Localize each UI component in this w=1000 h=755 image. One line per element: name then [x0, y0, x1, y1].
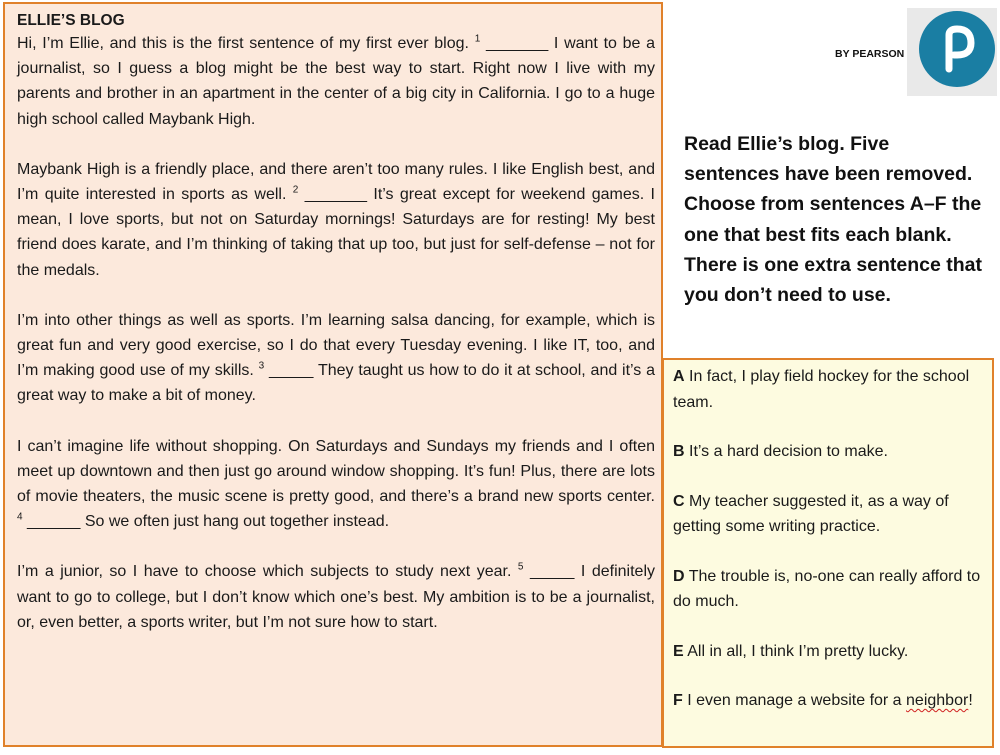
blog-title: ELLIE’S BLOG [17, 12, 125, 29]
pearson-logo [830, 8, 998, 96]
spellcheck-word: neighbor [906, 692, 969, 709]
paragraph-text: Hi, I’m Ellie, and this is the first sentence of my first ever blog. [17, 35, 475, 52]
blog-paragraph-3 [17, 308, 655, 409]
paragraph-text: _____ I definitely want to go to college, but I don’t know which one’s best. My ambition is to be a journalist, or, even better, a sports writer, but I’m not sure how to start. [17, 563, 656, 631]
paragraph-text: I’m a junior, so I have to choose which subjects to study next year. [17, 563, 518, 581]
option-letter: B [673, 443, 685, 460]
blog-paragraph-5 [17, 559, 655, 635]
pearson-p-icon [919, 11, 995, 87]
option-letter: E [673, 642, 684, 660]
option-letter: D [673, 567, 685, 585]
option-b [673, 439, 984, 465]
blog-paragraph-2 [17, 157, 655, 283]
blog-paragraph-1 [17, 31, 655, 132]
option-text: My teacher suggested it, as a way of getting some writing practice. [673, 492, 949, 535]
paragraph-text: I can’t imagine life without shopping. On Saturdays and Sundays my friends and I often meet up downtown and then just go around window shopping. It’s fun! Plus, there are lots of movie theaters, the music scene is pretty good, and there’s a brand new sports center. [17, 437, 655, 506]
option-letter: C [673, 492, 685, 510]
option-text: In fact, I play field hockey for the school team. [673, 368, 970, 411]
paragraph-text: _______ I want to be a journalist, so I guess a blog might be the best way to start. Right now I live with my parents and brother in an apartment in the center of a big city in California. I go to a huge high school called Maybank High. [17, 35, 655, 128]
options-panel [662, 358, 994, 748]
blog-paragraph-4 [17, 434, 655, 535]
blank-number: 2 [292, 184, 299, 196]
blog-panel [3, 2, 663, 747]
option-f [673, 688, 984, 714]
paragraph-text: Maybank High is a friendly place, and there aren’t too many rules. I like English best, and I’m quite interested in sports as well. [17, 160, 655, 204]
paragraph-text: _____ They taught us how to do it at school, and it’s a great way to make a bit of money. [17, 362, 655, 405]
option-text: I even manage a website for a [682, 692, 907, 709]
blank-number: 5 [517, 562, 524, 574]
option-letter: F [673, 692, 683, 709]
option-text: All in all, I think I’m pretty lucky. [683, 642, 909, 660]
option-c [673, 489, 984, 540]
byline: BY PEARSON [835, 48, 905, 60]
paragraph-text: ______ So we often just hang out together instead. [22, 513, 390, 531]
option-text: It’s a hard decision to make. [684, 443, 888, 460]
option-d [673, 564, 984, 615]
blank-number: 4 [17, 511, 23, 523]
option-e [673, 639, 984, 665]
p-glyph [919, 11, 995, 87]
option-letter: A [673, 368, 685, 385]
option-text-tail: ! [968, 692, 973, 709]
blank-number: 1 [474, 33, 481, 45]
instructions: Read Ellie’s blog. Five sentences have been removed. Choose from sentences A–F the one that best fits each blank. There is one extra sentence that you don’t need to use. [684, 133, 983, 307]
option-a [673, 364, 984, 415]
option-text: The trouble is, no-one can really afford to do much. [673, 567, 981, 610]
paragraph-text: _______ It’s great except for weekend games. I mean, I love sports, but not on Saturday mornings! Saturdays are for resting! My best friend does karate, and I’m thinking of taking that up too, but just for self-defense – not for the medals. [17, 186, 655, 279]
blank-number: 3 [258, 360, 265, 372]
paragraph-text: I’m into other things as well as sports. I’m learning salsa dancing, for example, which is great fun and very good exercise, so I do that every Tuesday evening. I like IT, too, and I’m making good use of my skills. [17, 311, 655, 380]
